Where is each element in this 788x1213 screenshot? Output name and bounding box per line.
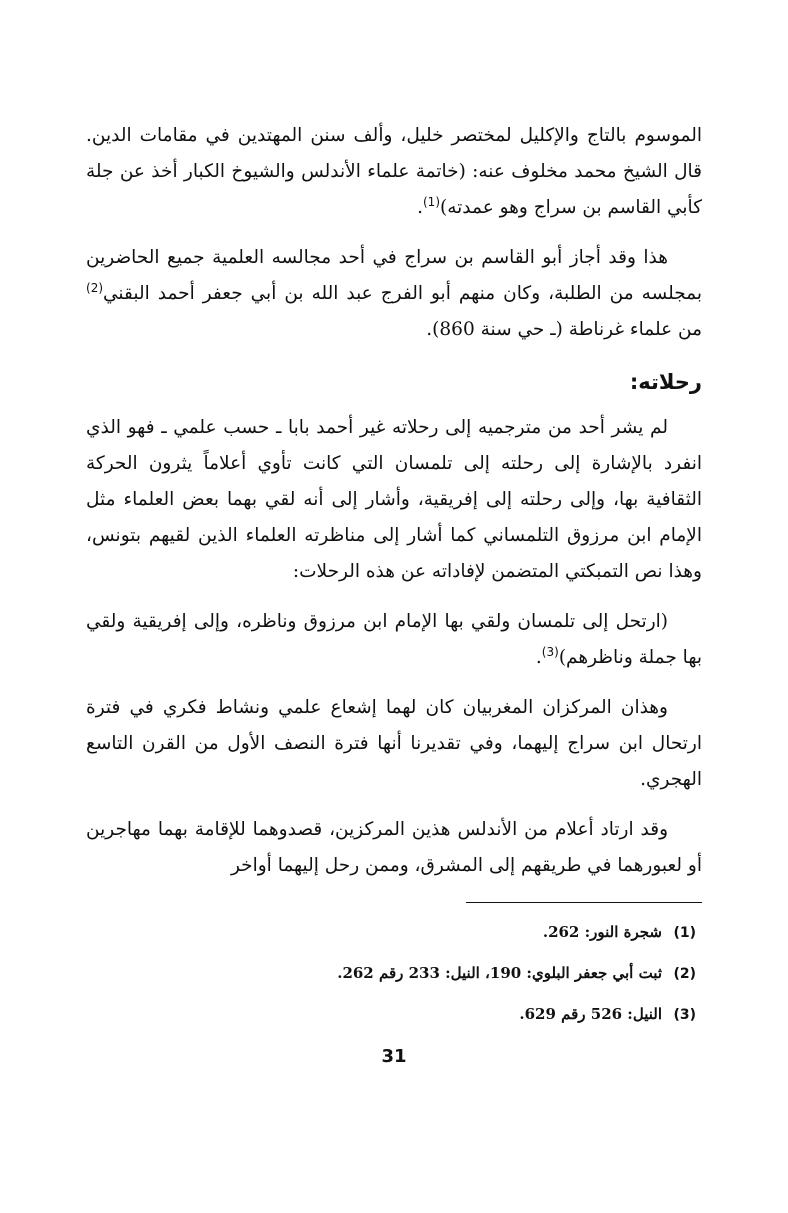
footnote-number: (2): [673, 966, 696, 982]
paragraph-4-end: .: [535, 647, 542, 668]
paragraph-3-text: لم يشر أحد من مترجميه إلى رحلاته غير أحمد بابا ـ حسب علمي ـ فهو الذي انفرد بالإشارة إلى رحلته إلى تلمسان التي كانت تأوي أعلاماً يثرون الحركة الثقافية بها، وإلى رحلته إلى إفريقية، وأشار إلى أنه لقي بهما بعض العلماء مثل الإمام ابن مرزوق التلمساني كما أشار إلى مناظرته العلماء الذين لقيهم بتونس، وهذا نص التمبكتي المتضمن لإفاداته عن هذه الرحلات:: [86, 417, 702, 582]
paragraph-1-text: الموسوم بالتاج والإكليل لمختصر خليل، وألف سنن المهتدين في مقامات الدين. قال الشيخ محمد مخلوف عنه: (خاتمة علماء الأندلس والشيوخ الكبار أخذ عن جلة كأبي القاسم بن سراج وهو عمدته): [86, 125, 702, 218]
paragraph-5-text: وهذان المركزان المغربيان كان لهما إشعاع علمي ونشاط فكري في فترة ارتحال ابن سراج إليهما، وفي تقديرنا أنها فترة النصف الأول من القرن التاسع الهجري.: [86, 697, 702, 790]
footnote-ref-2[interactable]: (2): [86, 280, 104, 295]
paragraph-6: [86, 812, 702, 884]
page-body: [86, 118, 702, 898]
section-heading-travels: رحلاته:: [629, 370, 702, 394]
paragraph-1: [86, 118, 702, 226]
paragraph-2-text: هذا وقد أجاز أبو القاسم بن سراج في أحد مجالسه العلمية جميع الحاضرين بمجلسه من الطلبة، وكان منهم أبو الفرج عبد الله بن أبي جعفر أحمد البقني: [86, 247, 702, 304]
paragraph-5: [86, 690, 702, 798]
paragraph-4-text: (ارتحل إلى تلمسان ولقي بها الإمام ابن مرزوق وناظره، وإلى إفريقية ولقي بها جملة وناظرهم): [86, 611, 702, 668]
footnote-text: النيل: 526 رقم 629.: [519, 1005, 662, 1023]
footnote-divider: [466, 902, 702, 903]
footnote-ref-3[interactable]: (3): [541, 644, 559, 659]
footnote-text: ثبت أبي جعفر البلوي: 190، النيل: 233 رقم 262.: [337, 964, 662, 982]
paragraph-3: [86, 410, 702, 590]
paragraph-6-text: وقد ارتاد أعلام من الأندلس هذين المركزين، قصدوهما للإقامة بهما مهاجرين أو لعبورهما في طريقهم إلى المشرق، وممن رحل إليهما أواخر: [86, 819, 702, 876]
footnote-1: [86, 912, 696, 953]
footnote-number: (3): [673, 1007, 696, 1023]
page-number: 31: [381, 1046, 407, 1067]
paragraph-2: [86, 240, 702, 348]
footnotes: [86, 912, 696, 1035]
paragraph-1-end: .: [417, 197, 423, 218]
footnote-3: [86, 994, 696, 1035]
footnote-ref-1[interactable]: (1): [422, 194, 440, 209]
footnote-2: [86, 953, 696, 994]
footnote-number: (1): [673, 925, 696, 941]
footnote-text: شجرة النور: 262.: [542, 923, 662, 941]
paragraph-2-end: من علماء غرناطة (ـ حي سنة 860).: [426, 319, 702, 340]
paragraph-4-quote: [86, 604, 702, 676]
